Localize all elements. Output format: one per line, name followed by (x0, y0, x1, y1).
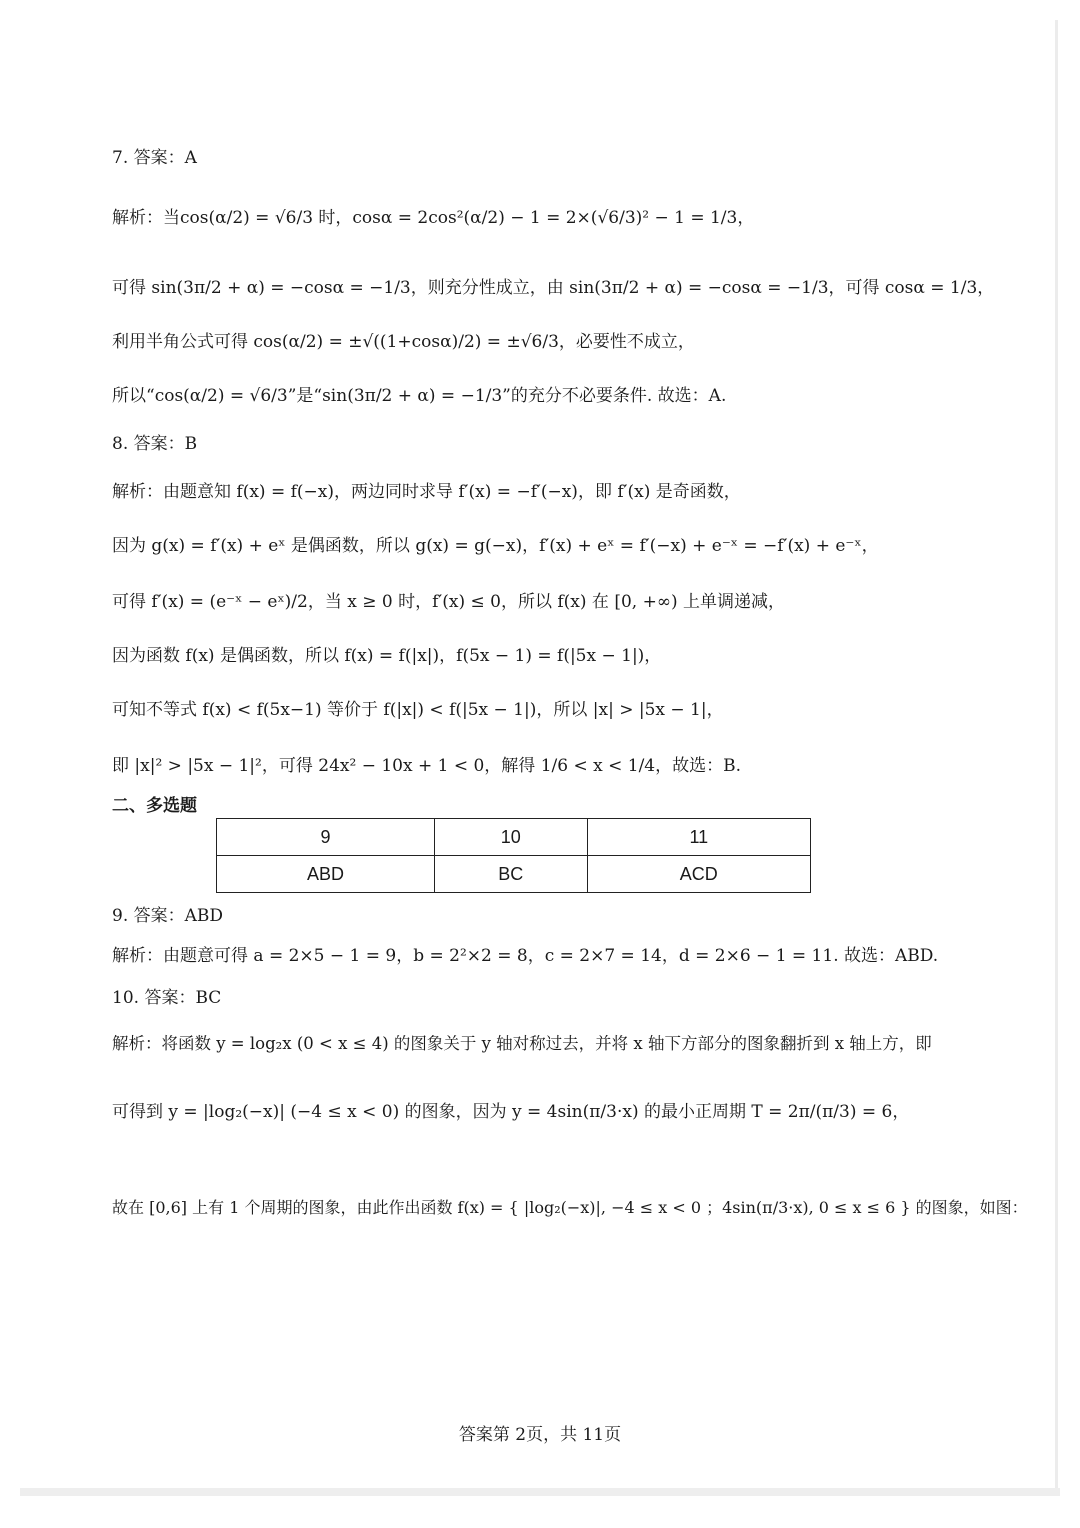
q9-answer: 9. 答案：ABD (112, 906, 224, 926)
page-bottom-shadow (20, 1488, 1060, 1496)
q8-answer: 8. 答案：B (112, 434, 198, 454)
q7-line-2: 可得 sin(3π/2 + α) = −cosα = −1/3，则充分性成立，由 sin(3π/2 + α) = −cosα = −1/3，可得 cosα = 1/3， (112, 278, 995, 298)
q10-line-3: 故在 [0,6] 上有 1 个周期的图象，由此作出函数 f(x) = { |log₂(−x)|, −4 ≤ x < 0 ；4sin(π/3·x), 0 ≤ x ≤ 6 } 的图象，如图： (112, 1198, 1028, 1217)
table-answer-cell: BC (434, 856, 587, 893)
q8-line-2: 因为 g(x) = f′(x) + eˣ 是偶函数，所以 g(x) = g(−x)，f′(x) + eˣ = f′(−x) + e⁻ˣ = −f′(x) + e⁻ˣ， (112, 536, 879, 556)
q7-answer: 7. 答案：A (112, 148, 197, 168)
q7-line-1: 解析：当cos(α/2) = √6/3 时，cosα = 2cos²(α/2) − 1 = 2×(√6/3)² − 1 = 1/3， (112, 208, 755, 228)
answer-table (216, 818, 811, 893)
table-answer-cell: ACD (587, 856, 810, 893)
page-edge-shadow (1055, 20, 1058, 1490)
table-header-cell: 10 (434, 819, 587, 856)
table-row (217, 819, 811, 856)
q8-line-3: 可得 f′(x) = (e⁻ˣ − eˣ)/2，当 x ≥ 0 时，f′(x) ≤ 0，所以 f(x) 在 [0, +∞) 上单调递减， (112, 592, 786, 612)
table-header-cell: 9 (217, 819, 435, 856)
section-title-multiple-choice: 二、多选题 (112, 796, 197, 816)
q8-line-5: 可知不等式 f(x) < f(5x−1) 等价于 f(|x|) < f(|5x − 1|)，所以 |x| > |5x − 1|， (112, 700, 724, 720)
q10-answer: 10. 答案：BC (112, 988, 222, 1008)
q10-line-1: 解析：将函数 y = log₂x (0 < x ≤ 4) 的图象关于 y 轴对称过去，并将 x 轴下方部分的图象翻折到 x 轴上方，即 (112, 1034, 932, 1053)
q8-line-4: 因为函数 f(x) 是偶函数，所以 f(x) = f(|x|)，f(5x − 1) = f(|5x − 1|)， (112, 646, 662, 666)
q7-line-3: 利用半角公式可得 cos(α/2) = ±√((1+cosα)/2) = ±√6/3，必要性不成立， (112, 332, 695, 352)
q8-line-6: 即 |x|² > |5x − 1|²，可得 24x² − 10x + 1 < 0，解得 1/6 < x < 1/4，故选：B. (112, 756, 742, 776)
table-header-cell: 11 (587, 819, 810, 856)
q10-line-2: 可得到 y = |log₂(−x)| (−4 ≤ x < 0) 的图象，因为 y = 4sin(π/3·x) 的最小正周期 T = 2π/(π/3) = 6， (112, 1102, 910, 1122)
q7-line-4: 所以“cos(α/2) = √6/3”是“sin(3π/2 + α) = −1/3”的充分不必要条件. 故选：A. (112, 386, 727, 406)
page-footer: 答案第 2页，共 11页 (458, 1425, 622, 1445)
q9-line-1: 解析：由题意可得 a = 2×5 − 1 = 9，b = 2²×2 = 8，c = 2×7 = 14，d = 2×6 − 1 = 11. 故选：ABD. (112, 946, 939, 966)
q8-line-1: 解析：由题意知 f(x) = f(−x)，两边同时求导 f′(x) = −f′(−x)，即 f′(x) 是奇函数， (112, 482, 741, 502)
table-answer-cell: ABD (217, 856, 435, 893)
table-row (217, 856, 811, 893)
